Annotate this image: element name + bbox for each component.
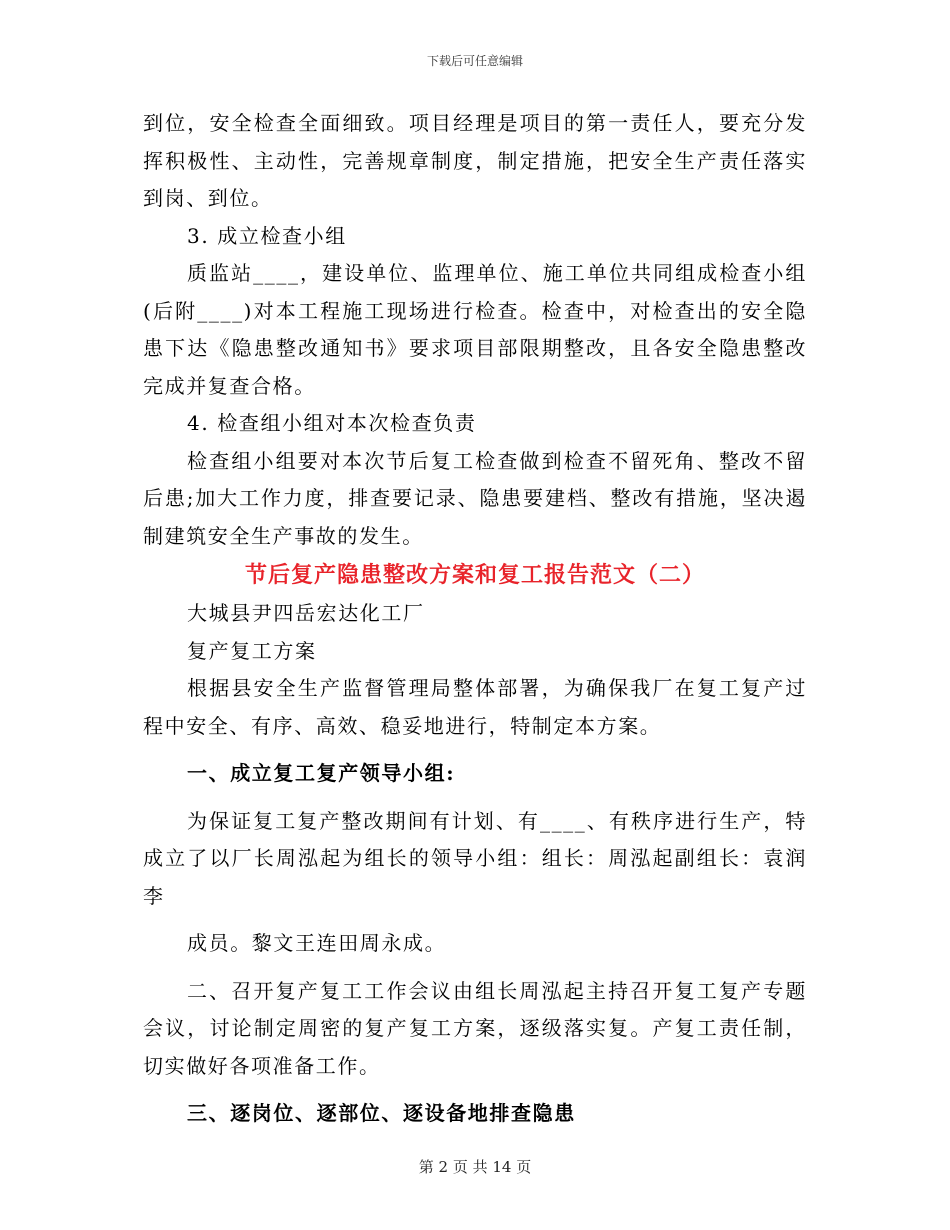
- paragraph-group-responsibility: 检查组小组要对本次节后复工检查做到检查不留死角、整改不留后患;加大工作力度，排查要记录、隐患要建档、整改有措施，坚决遏制建筑安全生产事故的发生。: [143, 448, 807, 548]
- paragraph-leadership-group: 为保证复工复产整改期间有计划、有____、有秩序进行生产，特成立了以厂长周泓起为组长的领导小组：组长：周泓起副组长：袁润李: [143, 808, 807, 908]
- heading-hazard-check: 三、逐岗位、逐部位、逐设备地排查隐患: [187, 1101, 576, 1125]
- paragraph-meeting: 二、召开复产复工工作会议由组长周泓起主持召开复工复产专题会议，讨论制定周密的复产复工方案，逐级落实复。产复工责任制，切实做好各项准备工作。: [143, 978, 807, 1078]
- paragraph-inspection-group: 质监站____，建设单位、监理单位、施工单位共同组成检查小组(后附____)对本工程施工现场进行检查。检查中，对检查出的安全隐患下达《隐患整改通知书》要求项目部限期整改，且各安全隐患整改完成并复查合格。: [143, 261, 807, 398]
- plan-name: 复产复工方案: [187, 638, 317, 663]
- company-name: 大城县尹四岳宏达化工厂: [187, 601, 425, 625]
- heading-group-responsibility: 4. 检查组小组对本次检查负责: [187, 411, 477, 435]
- page-header: 下载后可任意编辑: [426, 54, 523, 68]
- document-body: [143, 105, 807, 1133]
- paragraph-intro: 根据县安全生产监督管理局整体部署，为确保我厂在复工复产过程中安全、有序、高效、稳妥地进行，特制定本方案。: [143, 676, 807, 738]
- heading-leadership-group: 一、成立复工复产领导小组:: [187, 761, 456, 785]
- paragraph-responsibility: 到位，安全检查全面细致。项目经理是项目的第一责任人，要充分发挥积极性、主动性，完善规章制度，制定措施，把安全生产责任落实到岗、到位。: [143, 111, 807, 210]
- page-footer: 第 2 页 共 14 页: [418, 1158, 532, 1176]
- heading-inspection-group: 3. 成立检查小组: [187, 223, 347, 248]
- paragraph-members: 成员。黎文王连田周永成。: [187, 931, 447, 955]
- section-title: 节后复产隐患整改方案和复工报告范文（二）: [244, 562, 705, 588]
